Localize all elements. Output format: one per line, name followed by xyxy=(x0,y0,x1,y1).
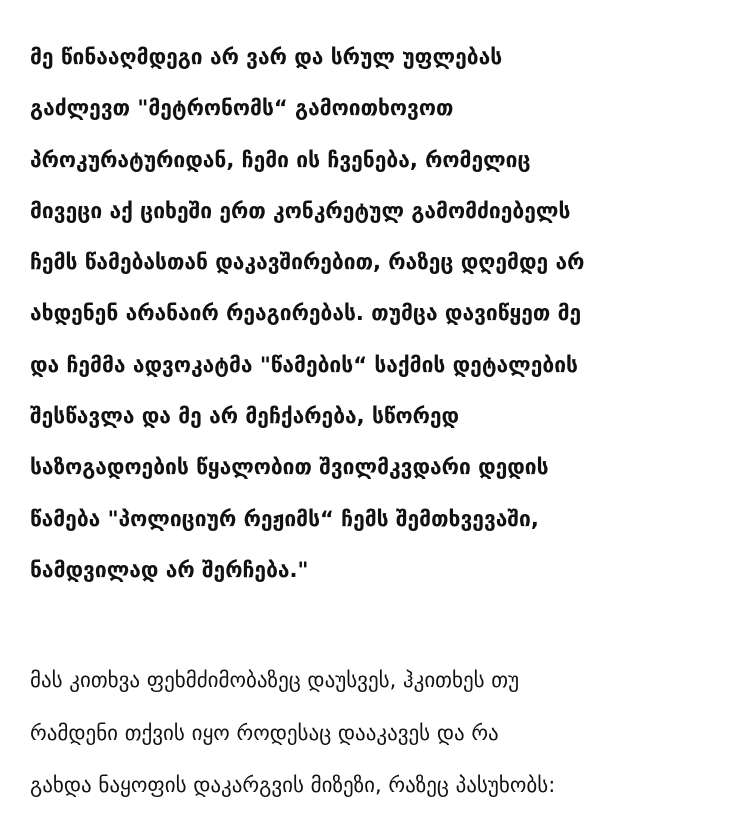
quote-paragraph xyxy=(30,44,730,608)
text-line: რამდენი თქვის იყო როდესაც დააკავეს და რა xyxy=(30,720,499,745)
text-line: პროკურატურიდან, ჩემი ის ჩვენება, რომელიც xyxy=(30,147,531,172)
text-line: ახდენენ არანაირ რეაგირებას. თუმცა დავიწყეთ მე xyxy=(30,301,582,326)
text-line: ნამდვილად არ შერჩება." xyxy=(30,557,309,582)
text-line: მივეცი აქ ციხეში ერთ კონკრეტულ გამომძიებელს xyxy=(30,198,571,223)
text-line: და ჩემმა ადვოკატმა "წამების“ საქმის დეტალების xyxy=(30,352,578,377)
text-line: წამება "პოლიციურ რეჟიმს“ ჩემს შემთხვევაში, xyxy=(30,506,539,531)
text-line: საზოგადოების წყალობით შვილმკვდარი დედის xyxy=(30,455,549,480)
text-line: გახდა ნაყოფის დაკარგვის მიზეზი, რაზეც პასუხობს: xyxy=(30,773,556,797)
text-line: ჩემს წამებასთან დაკავშირებით, რაზეც დღემდე არ xyxy=(30,250,585,275)
body-paragraph xyxy=(30,667,730,825)
text-line: მე წინააღმდეგი არ ვარ და სრულ უფლებას xyxy=(30,45,503,69)
text-line: გაძლევთ "მეტრონომს“ გამოითხოვოთ xyxy=(30,96,454,121)
text-line: შესწავლა და მე არ მეჩქარება, სწორედ xyxy=(30,404,460,429)
text-line: მას კითხვა ფეხმძიმობაზეც დაუსვეს, ჰკითხეს თუ xyxy=(30,668,520,692)
